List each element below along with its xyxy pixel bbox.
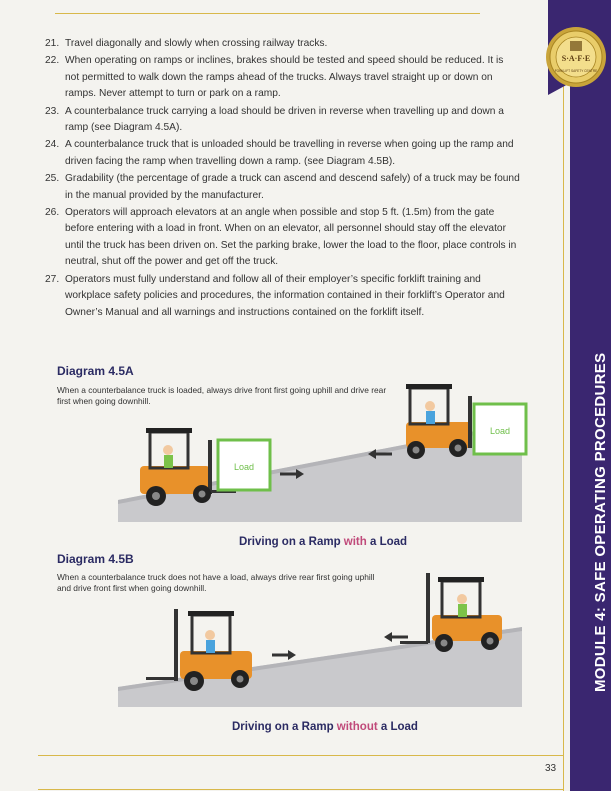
vertical-rule xyxy=(563,0,564,791)
item-number: 26. xyxy=(45,207,60,219)
item-number: 21. xyxy=(45,38,60,49)
bottom-rule-lower xyxy=(38,789,563,790)
list-item xyxy=(45,53,520,102)
forklift-unloaded-uphill-icon xyxy=(146,609,252,691)
caption-text: Driving on a Ramp xyxy=(239,536,344,548)
item-text: When operating on ramps or inclines, brakes should be tested and speed should be reduced. It is not permitted to walk down the ramps ahead of the trucks. Always travel straight up or down on ramps. Never attempt to turn or park on a ramp. xyxy=(65,55,504,100)
load-label: Load xyxy=(233,462,255,472)
list-item xyxy=(45,137,520,170)
item-number: 22. xyxy=(45,55,60,67)
item-number: 27. xyxy=(45,273,60,285)
forklift-loaded-downhill-icon xyxy=(406,384,472,459)
item-number: 24. xyxy=(45,139,60,151)
diagram-a-title: Diagram 4.5A xyxy=(57,364,134,378)
item-number: 23. xyxy=(45,105,60,117)
load-label: Load xyxy=(489,426,511,436)
procedure-list xyxy=(45,36,520,322)
list-item xyxy=(45,104,520,137)
item-text: Operators will approach elevators at an angle when possible and stop 5 ft. (1.5m) from the gate before entering with a load in front. When on an elevator, all personnel should stay off the elevator until the truck has been driven on. Set the parking brake, lower the load to the floor, place controls in neutral, shut off the power and get off the truck. xyxy=(65,207,517,268)
bottom-rule xyxy=(38,755,563,756)
badge-letters: S·A·F·E xyxy=(561,54,591,63)
diagram-b-illustration xyxy=(110,565,530,715)
list-item xyxy=(45,205,520,271)
diagram-b-title: Diagram 4.5B xyxy=(57,552,134,566)
top-rule xyxy=(55,13,480,14)
badge-ring-text: FORKLIFT SAFETY CENTRE xyxy=(554,69,598,73)
item-text: Gradability (the percentage of grade a truck can ascend and descend safely) of a truck may be found in the manual provided by the manufacturer. xyxy=(65,173,520,201)
list-item xyxy=(45,272,520,321)
item-text: A counterbalance truck that is unloaded should be travelling in reverse when going up the ramp and driven facing the ramp when travelling down a ramp. (see Diagram 4.5B). xyxy=(65,139,514,167)
safe-badge-icon xyxy=(544,25,608,89)
diagram-b-description: When a counterbalance truck does not have a load, always drive rear first going uphill and drive front first when going downhill. xyxy=(57,572,375,593)
caption-text: a Load xyxy=(377,721,418,733)
caption-text: a Load xyxy=(366,536,408,548)
diagram-a-description: When a counterbalance truck is loaded, always drive front first going uphill and drive rear first when going downhill. xyxy=(57,385,387,406)
item-text: A counterbalance truck carrying a load should be driven in reverse when travelling up and down a ramp (see Diagram 4.5A). xyxy=(65,105,504,134)
page-number: 33 xyxy=(545,763,557,774)
diagram-a-illustration xyxy=(110,370,530,530)
item-text: Travel diagonally and slowly when crossing railway tracks. xyxy=(65,38,328,49)
list-item xyxy=(45,36,520,52)
diagram-b-caption xyxy=(232,721,418,733)
caption-text: Driving on a Ramp xyxy=(232,721,337,733)
forklift-unloaded-downhill-icon xyxy=(400,573,502,652)
module-title: MODULE 4: SAFE OPERATING PROCEDURES xyxy=(592,352,609,692)
diagram-a-caption xyxy=(239,536,407,548)
list-item xyxy=(45,171,520,204)
arrow-left-icon xyxy=(384,632,408,642)
caption-highlight: without xyxy=(336,721,378,733)
arrow-right-icon xyxy=(272,650,296,660)
item-text: Operators must fully understand and follow all of their employer’s specific forklift training and workplace safety policies and procedures, the information contained in their forklift’s Operator and Owner’s Manual and all warnings and instructions contained on the forklift itself. xyxy=(65,273,505,318)
item-number: 25. xyxy=(45,173,60,185)
caption-highlight: with xyxy=(343,536,367,548)
